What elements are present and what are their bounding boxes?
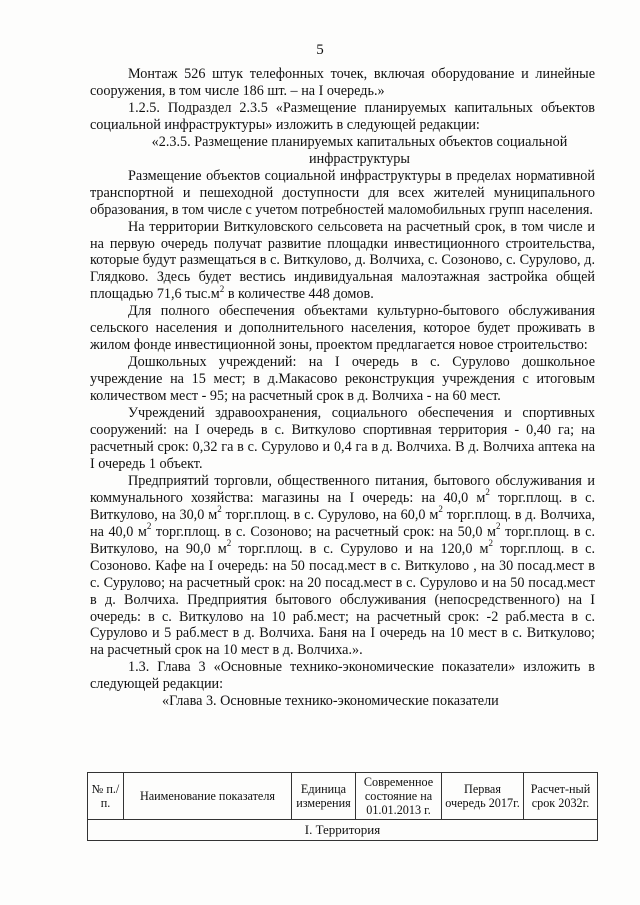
- header-estimated-term: Расчет-ный срок 2032г.: [524, 773, 598, 820]
- header-indicator-name: Наименование показателя: [124, 773, 292, 820]
- section-heading-2-3-5: «2.3.5. Размещение планируемых капитальных объектов социальной инфраструктуры: [151, 133, 568, 167]
- paragraph-healthcare: Учреждений здравоохранения, социального обеспечения и спортивных сооружений: на I очередь в с. Виткулово спортивная территория - 0,40 га; на расчетный срок: 0,32 га в с. Сурулово и 0,4 га в д. Волчиха. В д. Волчиха аптека на I очередь 1 объект.: [90, 405, 595, 472]
- header-first-stage: Первая очередь 2017г.: [442, 773, 524, 820]
- table-section-row: [88, 820, 598, 841]
- indicators-table-wrap: [87, 772, 597, 841]
- paragraph-chapter-3: 1.3. Глава 3 «Основные технико-экономические показатели» изложить в следующей редакции:: [90, 659, 595, 693]
- paragraph-telephone-points: Монтаж 526 штук телефонных точек, включая оборудование и линейные сооружения, в том числе 186 шт. – на I очередь.»: [90, 66, 595, 99]
- section-territory: I. Территория: [88, 820, 598, 841]
- header-number: № п./п.: [88, 773, 124, 820]
- paragraph-new-construction: Для полного обеспечения объектами культурно-бытового обслуживания сельского населения и дополнительного населения, которое будет проживать в жилом фонде инвестиционной зоны, проектом предлагается новое строительство:: [90, 303, 595, 354]
- table-header-row: [88, 773, 598, 820]
- paragraph-trade: Предприятий торговли, общественного питания, бытового обслуживания и коммунального хозяйства: магазины на I очередь: на 40,0 $м^2$ торг.площ. в с. Виткулово, на 30,0 $м^2$ торг.площ. в с. Сурулово, на 60,0 $м^2$ торг.площ. в д. Волчиха, на 40,0 $м^2$ торг.площ. в с. Созоново; на расчетный срок: на 50,0 $м^2$ торг.площ. в с. Виткулово, на 90,0 $м^2$ торг.площ. в с. Сурулово и на 120,0 $м^2$ торг.площ. в с. Созоново. Кафе на I очередь: на 50 посад.мест в с. Виткулово , на 30 посад.мест в с. Сурулово; на расчетный срок: на 20 посад.мест в с. Сурулово и на 50 посад.мест в д. Волчиха. Предприятия бытового обслуживания (непосредственного) на I очередь: в с. Виткулово на 10 раб.мест; на расчетный срок: -2 раб.места в с. Сурулово и 5 раб.мест в д. Волчиха. Баня на I очередь на 10 мест в с. Виткулово; на расчетный срок на 10 мест в д. Волчиха.».: [90, 472, 596, 659]
- paragraph-investment-sites: На территории Виткуловского сельсовета на расчетный срок, в том числе и на первую очередь получат развитие площадки инвестиционного строительства, которые будут размещаться в с. Виткулово, д. Волчиха, с. Созоново, с. Сурулово, д. Глядково. Здесь будет вестись индивидуальная малоэтажная застройка общей площадью 71,6 $тыс.м^2$ в количестве 448 домов.: [90, 218, 595, 303]
- paragraph-preschool: Дошкольных учреждений: на I очередь в с. Сурулово дошкольное учреждение на 15 мест; в д.Макасово реконструкция учреждения с итоговым количеством мест - 95; на расчетный срок в д. Волчиха - на 60 мест.: [90, 354, 595, 405]
- chapter-3-heading: «Глава 3. Основные технико-экономические показатели: [162, 693, 499, 710]
- paragraph-placement: Размещение объектов социальной инфраструктуры в пределах нормативной транспортной и пешеходной доступности для всех жителей муниципального образования, в том числе с учетом потребностей маломобильных групп населения.: [90, 167, 595, 218]
- document-body: [90, 66, 595, 710]
- page-number: 5: [316, 42, 324, 58]
- header-current-state: Современное состояние на 01.01.2013 г.: [356, 773, 442, 820]
- paragraph-subsection-2-3-5: 1.2.5. Подраздел 2.3.5 «Размещение планируемых капитальных объектов социальной инфраструктуры» изложить в следующей редакции:: [90, 99, 595, 133]
- header-unit: Единица измерения: [292, 773, 356, 820]
- indicators-table: [87, 772, 598, 841]
